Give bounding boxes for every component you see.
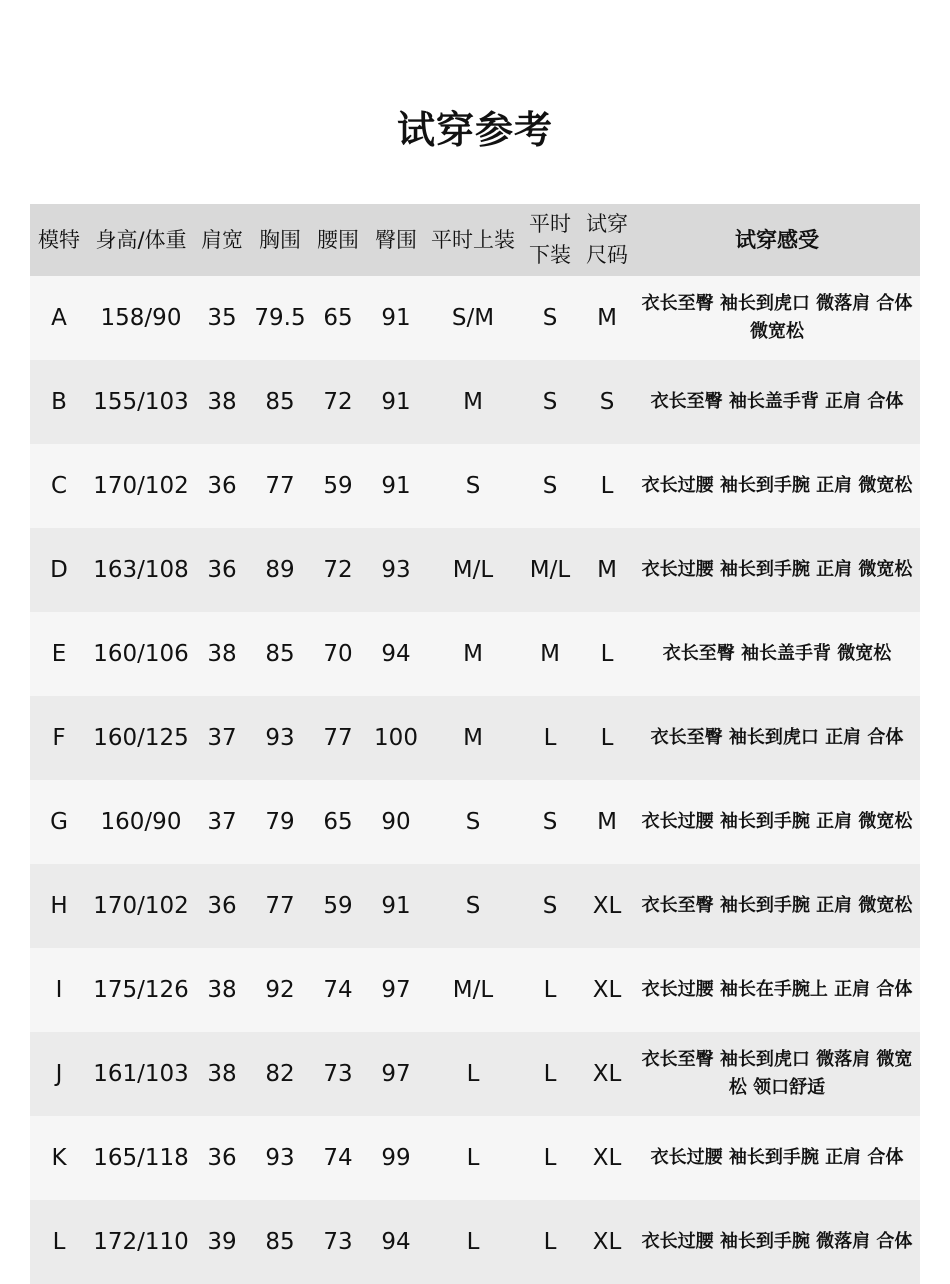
cell-waist: 72 [323,389,353,415]
cell-height-weight: 172/110 [93,1229,189,1255]
cell-bust: 93 [265,1145,295,1171]
cell-feeling: 衣长至臀 袖长到虎口 微落肩 微宽松 领口舒适 [641,1049,913,1098]
cell-hip: 99 [381,1145,411,1171]
cell-hip: 91 [381,893,411,919]
cell-usual-bottom: S [542,305,558,331]
cell-hip: 97 [381,1061,411,1087]
cell-bust: 92 [265,977,295,1003]
cell-size: S [599,389,615,415]
cell-model: C [50,473,68,499]
cell-shoulder: 38 [207,389,237,415]
cell-shoulder: 36 [207,1145,237,1171]
table-body [30,276,920,1284]
cell-usual-top: M [463,641,483,667]
cell-usual-bottom: S [542,893,558,919]
cell-usual-bottom: S [542,389,558,415]
cell-model: K [51,1145,67,1171]
cell-shoulder: 36 [207,557,237,583]
cell-usual-bottom: L [543,725,557,751]
header-usual-top: 平时上装 [431,227,515,252]
cell-waist: 59 [323,893,353,919]
cell-feeling: 衣长至臀 袖长到手腕 正肩 微宽松 [641,895,913,916]
cell-feeling: 衣长过腰 袖长到手腕 正肩 微宽松 [641,475,913,496]
cell-bust: 89 [265,557,295,583]
table-row [30,864,920,948]
cell-feeling: 衣长至臀 袖长盖手背 正肩 合体 [650,391,904,412]
cell-hip: 93 [381,557,411,583]
cell-height-weight: 175/126 [93,977,189,1003]
cell-usual-top: S [465,473,481,499]
header-size-line1: 试穿 [586,212,628,236]
cell-usual-bottom: L [543,1061,557,1087]
cell-height-weight: 155/103 [93,389,189,415]
table-row [30,276,920,360]
cell-height-weight: 161/103 [93,1061,189,1087]
cell-bust: 77 [265,473,295,499]
cell-hip: 94 [381,641,411,667]
cell-waist: 59 [323,473,353,499]
table-header [30,204,920,276]
cell-hip: 94 [381,1229,411,1255]
header-model: 模特 [38,227,80,252]
cell-waist: 73 [323,1061,353,1087]
cell-model: F [52,725,66,751]
cell-waist: 72 [323,557,353,583]
cell-shoulder: 37 [207,809,237,835]
cell-height-weight: 170/102 [93,893,189,919]
cell-bust: 85 [265,389,295,415]
cell-shoulder: 36 [207,473,237,499]
header-usual-bottom-line1: 平时 [529,212,571,236]
cell-height-weight: 163/108 [93,557,189,583]
cell-height-weight: 160/125 [93,725,189,751]
header-bust: 胸围 [259,227,301,252]
page-title: 试穿参考 [396,108,553,152]
cell-hip: 91 [381,305,411,331]
cell-usual-bottom: S [542,809,558,835]
cell-height-weight: 170/102 [93,473,189,499]
cell-usual-bottom: L [543,1229,557,1255]
cell-size: L [600,725,614,751]
cell-waist: 73 [323,1229,353,1255]
cell-usual-top: S [465,893,481,919]
cell-usual-bottom: L [543,977,557,1003]
header-usual-bottom [520,204,580,276]
header-shoulder: 肩宽 [201,227,243,252]
cell-model: I [55,977,63,1003]
cell-size: L [600,473,614,499]
cell-hip: 91 [381,389,411,415]
cell-bust: 79.5 [254,305,306,331]
cell-usual-bottom: S [542,473,558,499]
cell-shoulder: 37 [207,725,237,751]
header-waist: 腰围 [317,227,359,252]
cell-model: B [51,389,67,415]
cell-shoulder: 35 [207,305,237,331]
header-size [580,204,634,276]
cell-size: M [597,305,617,331]
cell-bust: 93 [265,725,295,751]
cell-hip: 97 [381,977,411,1003]
cell-height-weight: 158/90 [100,305,182,331]
cell-feeling: 衣长过腰 袖长到手腕 微落肩 合体 [641,1231,913,1252]
cell-model: E [51,641,67,667]
cell-usual-top: M/L [452,977,494,1003]
cell-size: XL [592,1229,622,1255]
table-row [30,360,920,444]
cell-usual-bottom: M [540,641,560,667]
cell-waist: 65 [323,809,353,835]
cell-bust: 77 [265,893,295,919]
header-usual-bottom-line2: 下装 [529,243,571,267]
fitting-table [30,204,920,1284]
cell-height-weight: 165/118 [93,1145,189,1171]
cell-usual-top: L [466,1145,480,1171]
cell-height-weight: 160/106 [93,641,189,667]
header-hip: 臀围 [375,227,417,252]
cell-bust: 79 [265,809,295,835]
cell-model: A [51,305,67,331]
cell-waist: 70 [323,641,353,667]
header-feeling: 试穿感受 [735,227,819,252]
cell-feeling: 衣长过腰 袖长到手腕 正肩 微宽松 [641,811,913,832]
cell-waist: 74 [323,977,353,1003]
cell-size: XL [592,893,622,919]
cell-bust: 85 [265,641,295,667]
cell-size: XL [592,977,622,1003]
table-row [30,780,920,864]
cell-usual-bottom: L [543,1145,557,1171]
table-row [30,444,920,528]
cell-waist: 65 [323,305,353,331]
table-row [30,612,920,696]
cell-model: D [50,557,68,583]
cell-model: J [55,1061,63,1087]
cell-waist: 77 [323,725,353,751]
cell-bust: 85 [265,1229,295,1255]
cell-usual-top: L [466,1061,480,1087]
table-row [30,528,920,612]
cell-hip: 90 [381,809,411,835]
cell-hip: 100 [374,725,418,751]
cell-waist: 74 [323,1145,353,1171]
cell-feeling: 衣长过腰 袖长到手腕 正肩 合体 [650,1147,904,1168]
cell-feeling: 衣长过腰 袖长到手腕 正肩 微宽松 [641,559,913,580]
cell-size: XL [592,1145,622,1171]
cell-usual-top: S/M [451,305,495,331]
cell-size: XL [592,1061,622,1087]
cell-size: M [597,809,617,835]
cell-feeling: 衣长至臀 袖长到虎口 微落肩 合体微宽松 [641,293,913,342]
cell-feeling: 衣长至臀 袖长到虎口 正肩 合体 [650,727,904,748]
cell-usual-top: M [463,725,483,751]
cell-feeling: 衣长过腰 袖长在手腕上 正肩 合体 [641,979,913,1000]
table-row [30,696,920,780]
header-height-weight: 身高/体重 [95,227,187,252]
cell-shoulder: 38 [207,1061,237,1087]
cell-height-weight: 160/90 [100,809,182,835]
cell-usual-top: M/L [452,557,494,583]
cell-size: M [597,557,617,583]
header-size-line2: 尺码 [586,243,628,267]
header-row [30,204,920,276]
table-row [30,1032,920,1116]
cell-shoulder: 36 [207,893,237,919]
cell-hip: 91 [381,473,411,499]
cell-model: H [50,893,68,919]
cell-usual-top: L [466,1229,480,1255]
cell-feeling: 衣长至臀 袖长盖手背 微宽松 [662,643,892,664]
cell-shoulder: 38 [207,641,237,667]
table-row [30,1200,920,1284]
cell-model: G [50,809,68,835]
table-row [30,1116,920,1200]
cell-model: L [52,1229,66,1255]
cell-bust: 82 [265,1061,295,1087]
cell-size: L [600,641,614,667]
cell-usual-bottom: M/L [529,557,571,583]
cell-usual-top: S [465,809,481,835]
cell-usual-top: M [463,389,483,415]
cell-shoulder: 38 [207,977,237,1003]
cell-shoulder: 39 [207,1229,237,1255]
table-row [30,948,920,1032]
